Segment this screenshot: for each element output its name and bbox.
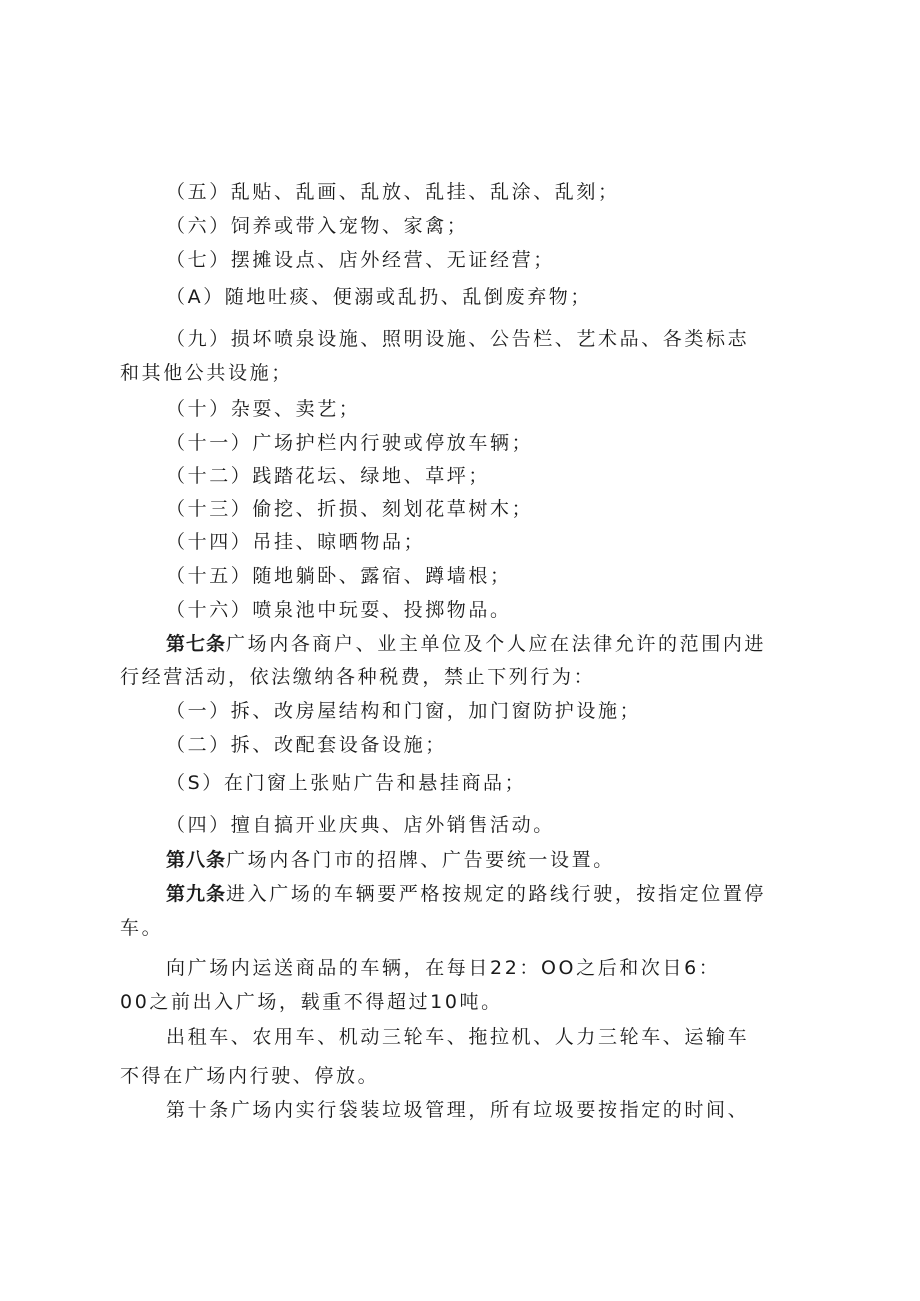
article-7-heading: 第七条	[166, 633, 227, 655]
article-9-paragraph-3-line-2: 不得在广场内行驶、停放。	[120, 1065, 380, 1087]
list-item: （十一）广场护栏内行驶或停放车辆；	[166, 432, 534, 454]
list-item: （十五）随地躺卧、露宿、蹲墙根；	[166, 565, 512, 587]
article-8	[166, 845, 810, 875]
article-9-paragraph-2-line-1: 向广场内运送商品的车辆，在每日22：OO之后和次日6：	[166, 957, 721, 979]
article-9-line-1	[166, 879, 810, 909]
article-9-paragraph-3-line-1: 出租车、农用车、机动三轮车、拖拉机、人力三轮车、运输车	[166, 1026, 750, 1048]
list-item-continuation: 和其他公共设施；	[120, 362, 293, 384]
list-item: （十）杂耍、卖艺；	[166, 398, 361, 420]
list-item: （九）损坏喷泉设施、照明设施、公告栏、艺术品、各类标志	[166, 328, 750, 350]
list-item: （十六）喷泉池中玩耍、投掷物品。	[166, 599, 512, 621]
article-10-line-1: 第十条广场内实行袋装垃圾管理，所有垃圾要按指定的时间、	[166, 1099, 750, 1121]
list-item: （一）拆、改房屋结构和门窗，加门窗防护设施；	[166, 700, 642, 722]
list-item: （六）饲养或带入宠物、家禽；	[166, 215, 469, 237]
article-7-text: 广场内各商户、业主单位及个人应在法律允许的范围内进	[226, 633, 767, 655]
article-8-text: 广场内各门市的招牌、广告要统一设置。	[226, 849, 615, 871]
article-9-text: 进入广场的车辆要严格按规定的路线行驶，按指定位置停	[226, 883, 767, 905]
article-9-heading: 第九条	[166, 883, 227, 905]
list-item: （七）摆摊设点、店外经营、无证经营；	[166, 249, 555, 271]
list-item: （A）随地吐痰、便溺或乱扔、乱倒废弃物；	[166, 286, 592, 308]
article-9-paragraph-2-line-2: 00之前出入广场，载重不得超过10吨。	[120, 991, 503, 1013]
article-7-line-1	[166, 629, 810, 659]
list-item: （四）擅自搞开业庆典、店外销售活动。	[166, 814, 555, 836]
list-item: （S）在门窗上张贴广告和悬挂商品；	[166, 772, 527, 794]
list-item: （十二）践踏花坛、绿地、草坪；	[166, 465, 491, 487]
article-8-heading: 第八条	[166, 849, 227, 871]
list-item: （五）乱贴、乱画、乱放、乱挂、乱涂、乱刻；	[166, 181, 620, 203]
list-item: （二）拆、改配套设备设施；	[166, 734, 447, 756]
article-7-line-2: 行经营活动，依法缴纳各种税费，禁止下列行为：	[120, 666, 596, 688]
article-9-line-2: 车。	[120, 917, 164, 939]
list-item: （十四）吊挂、晾晒物品；	[166, 531, 426, 553]
list-item: （十三）偷挖、折损、刻划花草树木；	[166, 498, 534, 520]
